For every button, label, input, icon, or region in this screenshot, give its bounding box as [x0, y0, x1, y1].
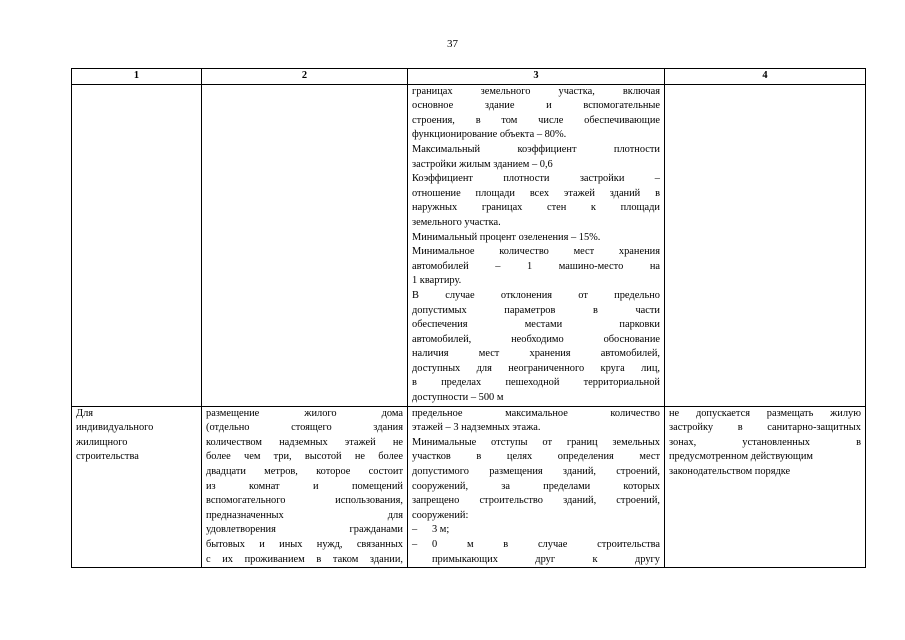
text-line: Минимальное количество мест хранения — [412, 246, 660, 258]
row2-col4-cell — [665, 406, 866, 568]
text-line: сооружений: — [412, 509, 469, 521]
text-line: двадцати метров, которое состоит — [206, 466, 403, 478]
text-line: автомобилей – 1 машино-место на — [412, 260, 660, 272]
text-line: (отдельно стоящего здания — [206, 422, 403, 434]
text-line: этажей – 3 надземных этажа. — [412, 422, 541, 434]
land-use-label-line: Для — [76, 407, 94, 419]
text-line: функционирование объекта – 80%. — [412, 129, 567, 141]
zoning-regulations-table — [71, 68, 866, 568]
text-line: застройку в санитарно-защитных — [669, 422, 861, 434]
header-col-2: 2 — [202, 69, 408, 85]
list-dash: – — [412, 539, 418, 550]
text-line: размещение жилого дома — [206, 407, 403, 419]
text-line: участков в целях определения мест — [412, 451, 660, 463]
text-line: сооружений, за пределами которых — [412, 480, 660, 492]
text-line: наличия мест хранения автомобилей, — [412, 348, 660, 360]
land-use-label-line: жилищного — [76, 436, 128, 448]
header-col-1: 1 — [72, 69, 202, 85]
text-line: застройки жилым зданием – 0,6 — [412, 158, 553, 170]
text-line: из комнат и помещений — [206, 480, 403, 492]
text-line: количеством надземных этажей не — [206, 436, 403, 448]
table-row — [72, 84, 866, 406]
page-number: 37 — [447, 38, 458, 50]
text-line: В случае отклонения от предельно — [412, 289, 660, 301]
text-line: бытовых и иных нужд, связанных — [206, 539, 403, 550]
row1-col4-cell — [665, 84, 866, 406]
text-line: 1 квартиру. — [412, 275, 462, 287]
list-item — [412, 538, 660, 553]
text-line: строения, в том числе обеспечивающие — [412, 114, 660, 126]
text-line: допустимого размещения зданий, строений, — [412, 466, 660, 478]
text-line: предусмотренном действующим — [669, 451, 813, 463]
text-line: автомобилей, необходимо обоснование — [412, 333, 660, 345]
text-line: с их проживанием в таком здании, — [206, 553, 403, 565]
list-item-text: 0 м в случае строительства — [432, 539, 660, 550]
text-line: Минимальный процент озеленения – 15%. — [412, 231, 601, 243]
text-line: не допускается размещать жилую — [669, 407, 861, 419]
text-line: наружных границах стен к площади — [412, 202, 660, 214]
text-line: запрещено строительство зданий, строений, — [412, 495, 660, 507]
text-line: доступности – 500 м — [412, 392, 504, 404]
text-line: границах земельного участка, включая — [412, 85, 660, 97]
text-line: земельного участка. — [412, 216, 501, 228]
row2-col3-cell — [408, 406, 665, 568]
text-line: законодательством порядке — [669, 466, 791, 478]
text-line: зонах, установленных в — [669, 436, 861, 448]
text-line: основное здание и вспомогательные — [412, 100, 660, 112]
land-use-label-line: индивидуального — [76, 422, 154, 434]
text-line: Коэффициент плотности застройки – — [412, 173, 660, 185]
text-line: Максимальный коэффициент плотности — [412, 143, 660, 155]
text-line: обеспечения местами парковки — [412, 319, 660, 331]
row1-col1-cell — [72, 84, 202, 406]
row1-col3-cell — [408, 84, 665, 406]
text-line: предельное максимальное количество — [412, 407, 660, 419]
header-col-3: 3 — [408, 69, 665, 85]
land-use-label-line: строительства — [76, 451, 139, 463]
text-line: вспомогательного использования, — [206, 495, 403, 507]
row2-col1-cell — [72, 406, 202, 568]
row2-col2-cell — [202, 406, 408, 568]
text-line: допустимых параметров в части — [412, 304, 660, 316]
text-line: примыкающих друг к другу — [432, 553, 660, 565]
text-line: Минимальные отступы от границ земельных — [412, 436, 660, 448]
text-line: в пределах пешеходной территориальной — [412, 377, 660, 389]
list-dash: – — [412, 524, 418, 536]
list-item — [412, 523, 660, 538]
text-line: более чем три, высотой не более — [206, 451, 403, 463]
text-line: удовлетворения гражданами — [206, 524, 403, 536]
header-row — [72, 69, 866, 85]
table-row — [72, 406, 866, 568]
list-item-text: 3 м; — [432, 524, 450, 536]
row1-col2-cell — [202, 84, 408, 406]
text-line: предназначенных для — [206, 509, 403, 521]
text-line: доступных для неограниченного круга лиц, — [412, 362, 660, 374]
header-col-4: 4 — [665, 69, 866, 85]
text-line: отношение площади всех этажей зданий в — [412, 187, 660, 199]
